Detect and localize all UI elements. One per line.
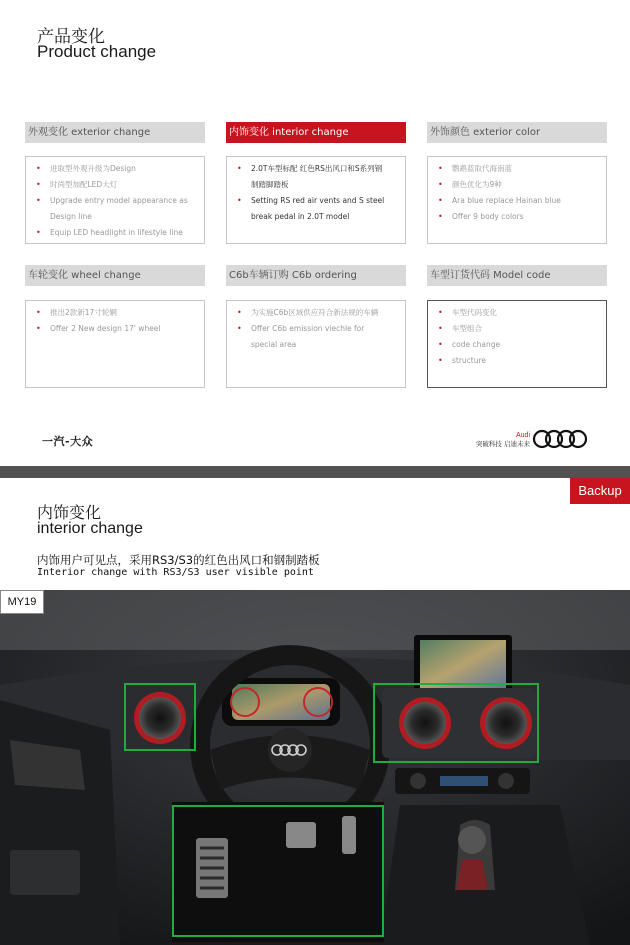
list-item: • 时尚型加配LED大灯 <box>32 177 200 193</box>
list-item: • Equip LED headlight in lifestyle line <box>32 225 200 241</box>
list-item: • 进取型外观升级为Design <box>32 161 200 177</box>
category-box-interior <box>226 156 406 244</box>
category-box-wheel <box>25 300 205 388</box>
list-item: • Ara blue replace Hainan blue <box>434 193 602 209</box>
category-header-wheel: 车轮变化 wheel change <box>25 265 205 286</box>
slide-divider <box>0 466 630 478</box>
category-header-interior: 内饰变化 interior change <box>226 122 406 143</box>
bullet-icon: • <box>36 164 41 173</box>
slide-title-cn: 内饰变化 <box>37 503 102 522</box>
list-item: • Offer 9 body colors <box>434 209 602 225</box>
bullet-icon: • <box>36 324 41 333</box>
bullet-icon: • <box>438 340 443 349</box>
bullet-icon: • <box>36 196 41 205</box>
bullet-icon: • <box>438 164 443 173</box>
bullet-icon: • <box>237 308 242 317</box>
faw-vw-logo: 一汽-大众 <box>42 435 94 448</box>
product-change-slide <box>0 0 630 466</box>
category-box-color <box>427 156 607 244</box>
highlight-right-vents <box>373 683 539 763</box>
audi-tagline <box>466 432 530 448</box>
list-item: • 鹦鹉蓝取代海南蓝 <box>434 161 602 177</box>
bullet-icon: • <box>438 324 443 333</box>
bullet-icon: • <box>36 180 41 189</box>
list-item: • structure <box>434 353 602 369</box>
list-item: • 推出2款新17寸轮辋 <box>32 305 200 321</box>
list-item: • code change <box>434 337 602 353</box>
category-header-color: 外饰颜色 exterior color <box>427 122 607 143</box>
model-year-tag: MY19 <box>0 590 44 614</box>
bullet-icon: • <box>438 308 443 317</box>
list-item: • 车型组合 <box>434 321 602 337</box>
list-item: 制踏脚踏板 <box>251 180 289 189</box>
bullet-icon: • <box>438 180 443 189</box>
list-item: • Offer 2 New design 17' wheel <box>32 321 200 337</box>
category-box-exterior <box>25 156 205 244</box>
bullet-icon: • <box>237 196 242 205</box>
list-item: • Upgrade entry model appearance as <box>32 193 200 209</box>
list-item: break pedal in 2.0T model <box>251 212 350 221</box>
list-item: • 为实施C6b区域供应符合新法规的车辆 <box>233 305 401 321</box>
list-item: Design line <box>50 212 92 221</box>
slide-title-en: Product change <box>37 42 157 61</box>
bullet-icon: • <box>438 196 443 205</box>
category-box-c6b <box>226 300 406 388</box>
highlight-pedals <box>172 805 384 937</box>
category-header-model-code: 车型订货代码 Model code <box>427 265 607 286</box>
slide-subtitle-en: Interior change with RS3/S3 user visible point <box>37 567 314 578</box>
list-item: • Setting RS red air vents and S steel <box>233 193 401 209</box>
slide-title-en: interior change <box>37 520 143 537</box>
category-box-model-code <box>427 300 607 388</box>
audi-wordmark: Audi <box>515 432 530 439</box>
bullet-icon: • <box>438 212 443 221</box>
highlight-left-vent <box>124 683 196 751</box>
list-item: • 车型代码变化 <box>434 305 602 321</box>
list-item: • Offer C6b emission viechle for <box>233 321 401 337</box>
audi-slogan: 突破科技 启迪未来 <box>475 440 530 448</box>
slide-title-cn: 产品变化 <box>37 27 105 47</box>
bullet-icon: • <box>237 164 242 173</box>
interior-photo <box>0 590 630 945</box>
bullet-icon: • <box>36 308 41 317</box>
list-item: special area <box>251 340 297 349</box>
interior-change-slide <box>0 478 630 945</box>
audi-rings-logo <box>532 428 588 450</box>
category-header-exterior: 外观变化 exterior change <box>25 122 205 143</box>
bullet-icon: • <box>438 356 443 365</box>
slide-subtitle-cn: 内饰用户可见点，采用RS3/S3的红色出风口和钢制踏板 <box>37 553 320 567</box>
bullet-icon: • <box>237 324 242 333</box>
backup-badge: Backup <box>570 478 630 504</box>
bullet-icon: • <box>36 228 41 237</box>
list-item: • 颜色优化为9种 <box>434 177 602 193</box>
category-header-c6b: C6b车辆订购 C6b ordering <box>226 265 406 286</box>
list-item: • 2.0T车型标配 红色RS出风口和S系列钢 <box>233 161 401 177</box>
